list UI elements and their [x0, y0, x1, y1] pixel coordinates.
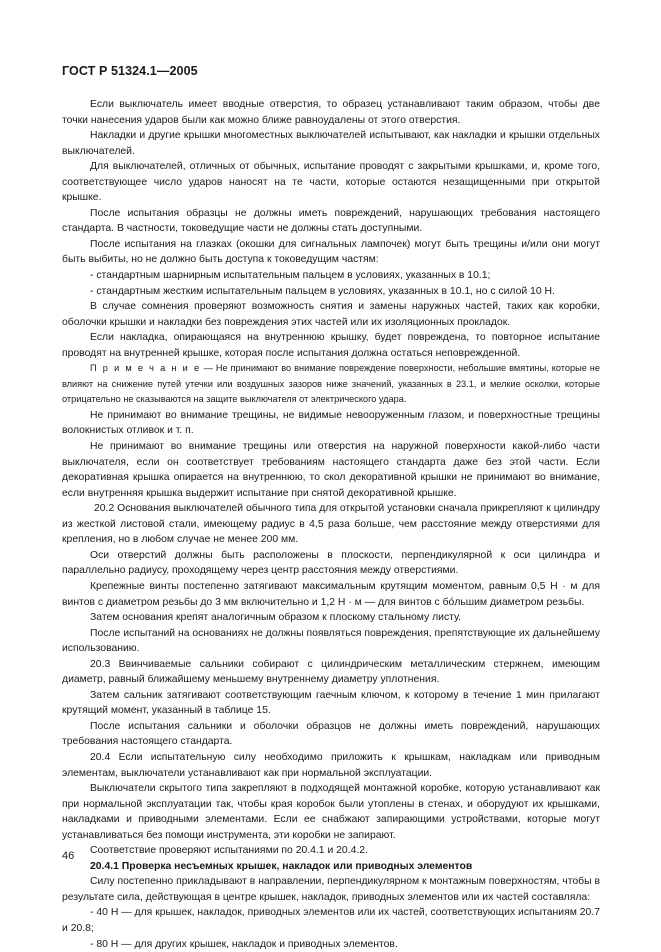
section-heading: 20.4.1 Проверка несъемных крышек, накладок или приводных элементов [90, 860, 473, 872]
note-text: — Не принимают во внимание повреждение поверхности, небольшие вмятины, которые не влияют на снижение путей утечки или воздушных зазоров ниже значений, указанных в 23.1, и мелкие осколки, которые отрицательно не сказываются на защите выключателя от электрического удара. [62, 363, 600, 405]
paragraph: Оси отверстий должны быть расположены в плоскости, перпендикулярной к оси цилиндра и параллельно радиусу, проходящему через центр расстояния между отверстиями. [62, 549, 600, 577]
paragraph: 20.3 Ввинчиваемые сальники собирают с цилиндрическим металлическим стержнем, имеющим диаметр, равный ближайшему меньшему внутреннему диаметру уплотнения. [62, 658, 600, 686]
paragraph: После испытания образцы не должны иметь повреждений, нарушающих требования настоящего стандарта. В частности, токоведущие части не должны стать доступными. [62, 207, 600, 235]
paragraph: 20.4 Если испытательную силу необходимо приложить к крышкам, накладкам или приводным элементам, выключатели устанавливают как при нормальной эксплуатации. [62, 751, 600, 779]
paragraph: Не принимают во внимание трещины, не видимые невооруженным глазом, и поверхностные трещины волокнистых отливок и т. п. [62, 409, 600, 437]
paragraph: Если накладка, опирающаяся на внутреннюю крышку, будет повреждена, то повторное испытание проводят на внутренней крышке, которая после испытания должна остаться неповрежденной. [62, 332, 600, 359]
paragraph: Если выключатель имеет вводные отверстия, то образец устанавливают таким образом, чтобы две точки нанесения ударов были как можно ближе равноудалены от этого отверстия. [62, 99, 600, 126]
note [62, 361, 600, 408]
paragraph: Накладки и другие крышки многоместных выключателей испытывают, как накладки и крышки отдельных выключателей. [62, 130, 600, 157]
standard-header: ГОСТ Р 51324.1—2005 [62, 64, 198, 78]
note-label: П р и м е ч а н и е [90, 363, 201, 374]
paragraph: Не принимают во внимание трещины или отверстия на наружной поверхности какой-либо части выключателя, если он соответствует требованиям настоящего стандарта даже без этой части. Если декоративная крышка опирается на внутреннюю, то скол декоративной крышки не принимают во внимание, если внутренняя крышка выдержит испытание при снятой декоративной крышке. [62, 441, 600, 499]
paragraph: Для выключателей, отличных от обычных, испытание проводят с закрытыми крышками, и, кроме того, соответствующее число ударов наносят на те части, которые остаются незащищенными при открытой крышке. [62, 161, 600, 204]
list-item: - стандартным шарнирным испытательным пальцем в условиях, указанных в 10.1; [90, 270, 491, 282]
paragraph: Соответствие проверяют испытаниями по 20.4.1 и 20.4.2. [90, 845, 368, 857]
paragraph: В случае сомнения проверяют возможность снятия и замены наружных частей, таких как коробки, оболочки крышки и накладки без повреждения этих частей или их изоляционных прокладок. [62, 301, 600, 328]
paragraph: Крепежные винты постепенно затягивают максимальным крутящим моментом, равным 0,5 Н · м для винтов с диаметром резьбы до 3 мм включительно и 1,2 Н · м — для винтов с бо́льшим диаметром резьбы. [62, 580, 600, 608]
page-number: 46 [62, 850, 75, 862]
paragraph: После испытания сальники и оболочки образцов не должны иметь повреждений, нарушающих требования настоящего стандарта. [62, 720, 600, 748]
paragraph: 20.2 Основания выключателей обычного типа для открытой установки сначала прикрепляют к цилиндру из жесткой листовой стали, имеющему радиус в 4,5 раза больше, чем расстояние между отверстиями для крепления, но в любом случае не менее 200 мм. [62, 503, 600, 546]
paragraph: Затем основания крепят аналогичным образом к плоскому стальному листу. [90, 612, 462, 624]
document-body [62, 97, 600, 952]
list-item: - 40 Н — для крышек, накладок, приводных элементов или их частей, соответствующих испытаниям 20.7 и 20.8; [62, 907, 600, 934]
paragraph: Силу постепенно прикладывают в направлении, перпендикулярном к монтажным поверхностям, чтобы в результате сила, действующая в центре крышек, накладок, приводных элементов или их частей составляла: [62, 876, 600, 903]
paragraph: Затем сальник затягивают соответствующим гаечным ключом, к которому в течение 1 мин прилагают крутящий момент, указанный в таблице 15. [62, 689, 600, 717]
paragraph: После испытания на глазках (окошки для сигнальных лампочек) могут быть трещины и/или они могут быть выбиты, но не должно быть доступа к токоведущим частям: [62, 238, 600, 266]
list-item: - стандартным жестким испытательным пальцем в условиях, указанных в 10.1, но с силой 10 Н. [90, 285, 555, 297]
paragraph: Выключатели скрытого типа закрепляют в подходящей монтажной коробке, которую устанавливают как при нормальной эксплуатации так, чтобы края коробок были утоплены в стенах, и оборудуют их крышками, накладками и приводными элементами. Если ее снабжают запирающими устройствами, которые могут устанавливаться без помощи инструмента, эти коробки не запирают. [62, 783, 600, 841]
list-item: - 80 Н — для других крышек, накладок и приводных элементов. [90, 938, 398, 950]
paragraph: После испытаний на основаниях не должны появляться повреждения, препятствующие их дальнейшему использованию. [62, 627, 600, 655]
